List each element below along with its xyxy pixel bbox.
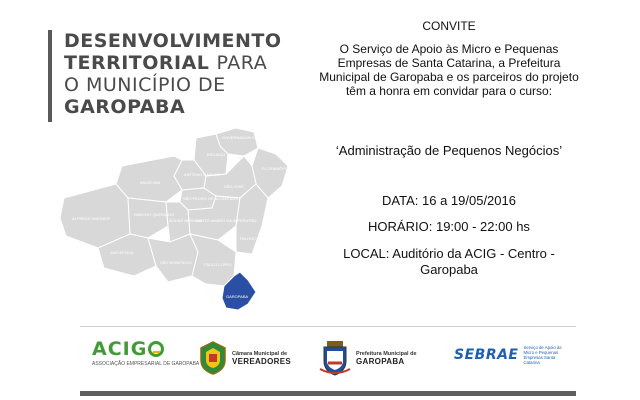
footer-divider [80, 326, 576, 327]
project-title [48, 30, 282, 122]
local-value: Auditório da ACIG - Centro - Garopaba [392, 246, 555, 277]
event-time [318, 219, 580, 234]
prefeitura-small-text: Prefeitura Municipal de [356, 350, 417, 357]
acig-logo [92, 338, 202, 372]
prefeitura-big-text: GAROPABA [356, 356, 405, 366]
map-region-paulo-lopes [190, 234, 236, 286]
prefeitura-coat-of-arms-icon [318, 339, 352, 377]
prefeitura-text [356, 351, 417, 366]
camara-coat-of-arms-icon [198, 340, 228, 376]
camara-text [232, 351, 291, 366]
map-label-biguacu: BIGUAÇU [207, 152, 226, 157]
event-date [318, 193, 580, 208]
map-label-sao-jose: SÃO JOSÉ [224, 184, 245, 189]
map-region-sao-bonifacio [148, 234, 198, 282]
title-line-2-bold: TERRITORIAL [64, 52, 210, 74]
map-label-florianopolis: FLORIANÓPOLIS [262, 166, 295, 171]
date-value: 16 a 19/05/2016 [422, 193, 516, 208]
map-label-rancho-queimado: RANCHO QUEIMADO [134, 212, 175, 217]
event-location [318, 246, 580, 278]
region-map [56, 126, 316, 321]
title-line-1: DESENVOLVIMENTO [64, 30, 282, 52]
title-line-2-light: PARA [216, 52, 268, 74]
camara-big-text: VEREADORES [232, 356, 292, 366]
invitation-heading: CONVITE [422, 19, 476, 33]
map-label-aguas-mornas: ÁGUAS MORNAS [169, 218, 202, 223]
camara-logo [198, 338, 298, 378]
invitation-intro: O Serviço de Apoio às Micro e Pequenas Empresas de Santa Catarina, a Prefeitura Municipal de Garopaba e os parceiros do projeto têm a honra em convidar para o curso: [319, 42, 579, 98]
local-label: LOCAL: [343, 246, 390, 261]
map-label-paulo-lopes: PAULO LOPES [204, 262, 232, 267]
footer-bar [80, 391, 576, 396]
title-line-2 [64, 52, 268, 74]
sebrae-wordmark: SEBRAE [454, 347, 519, 363]
date-label: DATA: [382, 193, 419, 208]
time-label: HORÁRIO: [368, 219, 433, 234]
map-label-anitapolis: ANITÁPOLIS [110, 250, 134, 255]
map-label-antonio-carlos: ANTÔNIO CARLOS [184, 172, 220, 177]
map-label-sao-bonifacio: SÃO BONIFÁCIO [160, 260, 192, 265]
map-label-santo-amaro: SANTO AMARO DA IMPERATRIZ [196, 218, 257, 223]
title-line-3: O MUNICÍPIO DE [64, 74, 226, 96]
acig-subtitle: ASSOCIAÇÃO EMPRESARIAL DE GAROPABA [92, 361, 200, 367]
map-label-palhoca: PALHOÇA [240, 236, 259, 241]
map-label-garopaba: GAROPABA [226, 294, 249, 299]
course-name: ‘Administração de Pequenos Negócios’ [335, 143, 563, 158]
map-label-angelina: ANGELINA [140, 180, 161, 185]
title-line-4: GAROPABA [64, 96, 186, 118]
camara-small-text: Câmara Municipal de [232, 350, 288, 357]
time-value: 19:00 - 22:00 hs [435, 219, 530, 234]
acig-word-row [92, 338, 202, 360]
map-region-rancho-queimado [128, 198, 168, 238]
prefeitura-logo [318, 338, 438, 378]
map-label-alfredo-wagner: ALFREDO WAGNER [72, 216, 110, 221]
sebrae-logo [454, 338, 564, 372]
acig-emblem-icon [148, 341, 164, 357]
acig-wordmark: ACIG [92, 338, 148, 360]
map-label-governador: GOVERNADOR CELSO RAMOS [222, 135, 282, 140]
map-label-sao-pedro: SÃO PEDRO DE ALCÂNTARA [183, 196, 239, 201]
sebrae-subtitle: Serviço de Apoio às Micro e Pequenas Empresas Santa Catarina [523, 345, 562, 365]
